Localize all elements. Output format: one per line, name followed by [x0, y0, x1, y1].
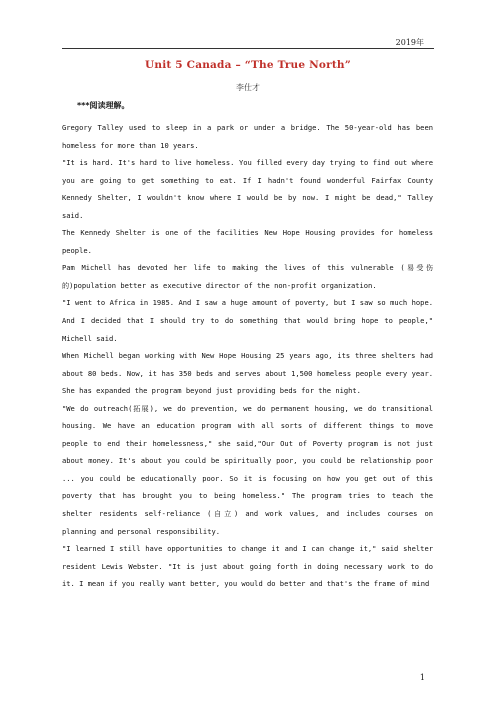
paragraph: "It is hard. It's hard to live homeless. You filled every day trying to find out where you are going to get something to eat. If I hadn't found wonderful Fairfax County Kennedy Shelter, I wouldn't know where I would be by now. I might be dead," Talley said.	[62, 158, 433, 220]
article-body	[62, 119, 433, 593]
author-name: 李仕才	[236, 83, 260, 92]
header-divider	[62, 48, 434, 49]
header-year: 2019年	[395, 38, 424, 47]
paragraph: Pam Michell has devoted her life to making the lives of this vulnerable (易受伤的)population better as executive director of the non-profit organization.	[62, 263, 433, 290]
paragraph: When Michell began working with New Hope Housing 25 years ago, its three shelters had about 80 beds. Now, it has 350 beds and serves about 1,500 homeless people every year. She has expanded the program beyond just providing beds for the night.	[62, 351, 433, 396]
paragraph: Gregory Talley used to sleep in a park or under a bridge. The 50-year-old has been homeless for more than 10 years.	[62, 123, 433, 150]
paragraph: The Kennedy Shelter is one of the facilities New Hope Housing provides for homeless people.	[62, 228, 433, 255]
paragraph: "I learned I still have opportunities to change it and I can change it," said shelter resident Lewis Webster. "It is just about going forth in doing necessary work to do it. I mean if you really want better, you would do better and that's the frame of mind	[62, 544, 433, 589]
paragraph: "I went to Africa in 1985. And I saw a huge amount of poverty, but I saw so much hope. And I decided that I should try to do something that would bring hope to people," Michell said.	[62, 298, 433, 343]
section-heading: ***阅读理解。	[77, 101, 130, 110]
paragraph: "We do outreach(拓展), we do prevention, we do permanent housing, we do transitional housing. We have an education program with all sorts of different things to move people to end their homelessness," she said,"Our Out of Poverty program is not just about money. It's about you could be spiritually poor, you could be relationship poor ... you could be educationally poor. So it is focusing on how you get out of this poverty that has brought you to being homeless." The program tries to teach the shelter residents self-reliance (自立) and work values, and includes courses on planning and personal responsibility.	[62, 403, 433, 536]
page-number: 1	[419, 673, 425, 682]
document-title: Unit 5 Canada – “The True North”	[145, 59, 351, 71]
